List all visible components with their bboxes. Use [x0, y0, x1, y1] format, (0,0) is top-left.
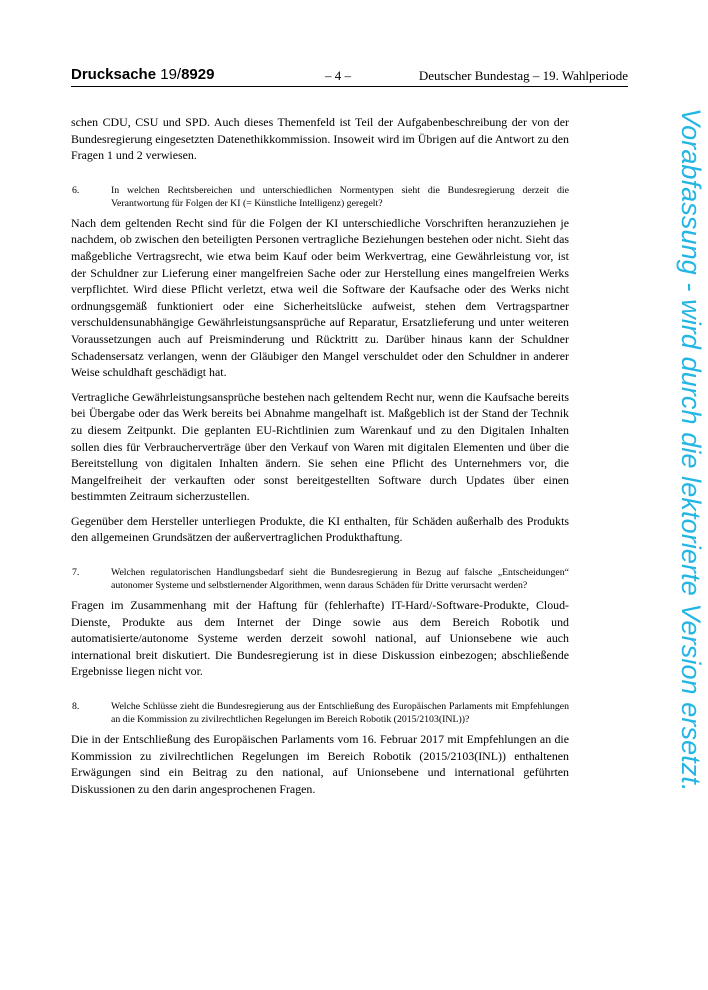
question-block — [71, 700, 569, 726]
answer-paragraph: schen CDU, CSU und SPD. Auch dieses Themenfeld ist Teil der Aufgabenbeschreibung der von der Bundesregierung eingesetzten Datenethikkommission. Insoweit wird im Übrigen auf die Antwort zu den Fragen 1 und 2 verwiesen. — [71, 115, 569, 163]
question-number: 6. — [72, 184, 80, 196]
page-number: – 4 – — [325, 68, 351, 83]
question-block — [71, 184, 569, 210]
question-text: Welche Schlüsse zieht die Bundesregierung aus der Entschließung des Europäischen Parlaments mit Empfehlungen an die Kommission zu zivilrechtlichen Regelungen im Bereich Robotik (2015/2103(INL))? — [111, 701, 569, 726]
question-text: In welchen Rechtsbereichen und unterschiedlichen Normentypen sieht die Bundesregierung derzeit die Verantwortung für Folgen der KI (= Künstliche Intelligenz) geregelt? — [111, 184, 569, 209]
document-label — [71, 66, 214, 83]
answer-paragraph: Fragen im Zusammenhang mit der Haftung für (fehlerhafte) IT-Hard/-Software-Produkte, Cloud-Dienste, Produkte aus dem Internet der Dinge sowie aus dem Bereich Robotik und automatisierte/autonome Systeme werden derzeit sowohl national, auf Unionsebene wie auch international breit diskutiert. Die Bundesregierung ist in diese Diskussion einbezogen; abschließende Ergebnisse liegen nicht vor. — [71, 598, 569, 679]
question-number: 7. — [72, 567, 80, 579]
page-header — [71, 64, 628, 87]
institution-label: Deutscher Bundestag – 19. Wahlperiode — [418, 68, 628, 83]
answer-paragraph: Nach dem geltenden Recht sind für die Folgen der KI unterschiedliche Vorschriften heranzuziehen je nachdem, ob zwischen den beteiligten Personen vertragliche Beziehungen bestehen oder nicht. Sieht das maßgebliche Vertragsrecht, wie etwa beim Kauf oder beim Werkvertrag, eine Gewährleistung vor, ist der Schuldner zur Lieferung einer mangelfreien Sache oder zur Herstellung eines mangelfreien Werks verpflichtet. Wird diese Pflicht verletzt, etwa weil die Software der Kaufsache oder des Werks nicht ordnungsgemäß funktioniert oder eine Sicherheitslücke aufweist, stehen dem Vertragspartner verschuldensunabhängige Gewährleistungsansprüche auf Reparatur, Ersatzlieferung und unter weiteren Voraussetzungen auch auf Preisminderung und Rücktritt zu. Darüber hinaus kann der Schuldner Schadensersatz verlangen, wenn der Gläubiger den Mangel verschuldet oder den Schuldner in anderer Weise schuldhaft geschädigt hat. — [71, 215, 569, 380]
doc-label: Drucksache — [71, 66, 157, 83]
watermark-text: Vorabfassung - wird durch die lektorierte Version ersetzt. — [676, 108, 706, 792]
doc-number: 8929 — [181, 66, 215, 83]
answer-paragraph: Vertragliche Gewährleistungsansprüche bestehen nach geltendem Recht nur, wenn die Kaufsache bereits bei Übergabe oder das Werk bereits bei Abnahme mangelhaft ist. Maßgeblich ist der Stand der Technik zu diesem Zeitpunkt. Die geplanten EU-Richtlinien zum Warenkauf und zu den Digitalen Inhalten sollen dies für Verbraucherverträge über den Verkauf von Waren mit digitalen Elementen und über die Bereitstellung von digitalen Inhalten ändern. Sie sehen eine Pflicht des Unternehmers vor, die Mangelfreiheit der verkauften oder sonst bereitgestellten Software durch Updates über einen bestimmten Zeitraum sicherzustellen. — [71, 389, 569, 504]
question-number: 8. — [72, 701, 80, 713]
question-block — [71, 566, 569, 592]
answer-paragraph: Die in der Entschließung des Europäischen Parlaments vom 16. Februar 2017 mit Empfehlungen an die Kommission zu zivilrechtlichen Regelungen im Bereich Robotik (2015/2103(INL)) enthaltenen Erwägungen sind ein Beitrag zu den national, auf Unionsebene und international geführten Diskussionen zu den darin angesprochenen Fragen. — [71, 732, 569, 796]
document-body — [71, 114, 569, 805]
answer-paragraph: Gegenüber dem Hersteller unterliegen Produkte, die KI enthalten, für Schäden außerhalb des Produkts den allgemeinen Grundsätzen der außervertraglichen Produkthaftung. — [71, 513, 569, 545]
doc-number-prefix: 19/ — [160, 66, 182, 83]
draft-watermark — [676, 108, 708, 908]
question-text: Welchen regulatorischen Handlungsbedarf sieht die Bundesregierung in Bezug auf falsche „Entscheidungen“ autonomer Systeme und selbstlernender Algorithmen, wenn daraus Schäden für Dritte verursacht werden? — [111, 567, 569, 592]
